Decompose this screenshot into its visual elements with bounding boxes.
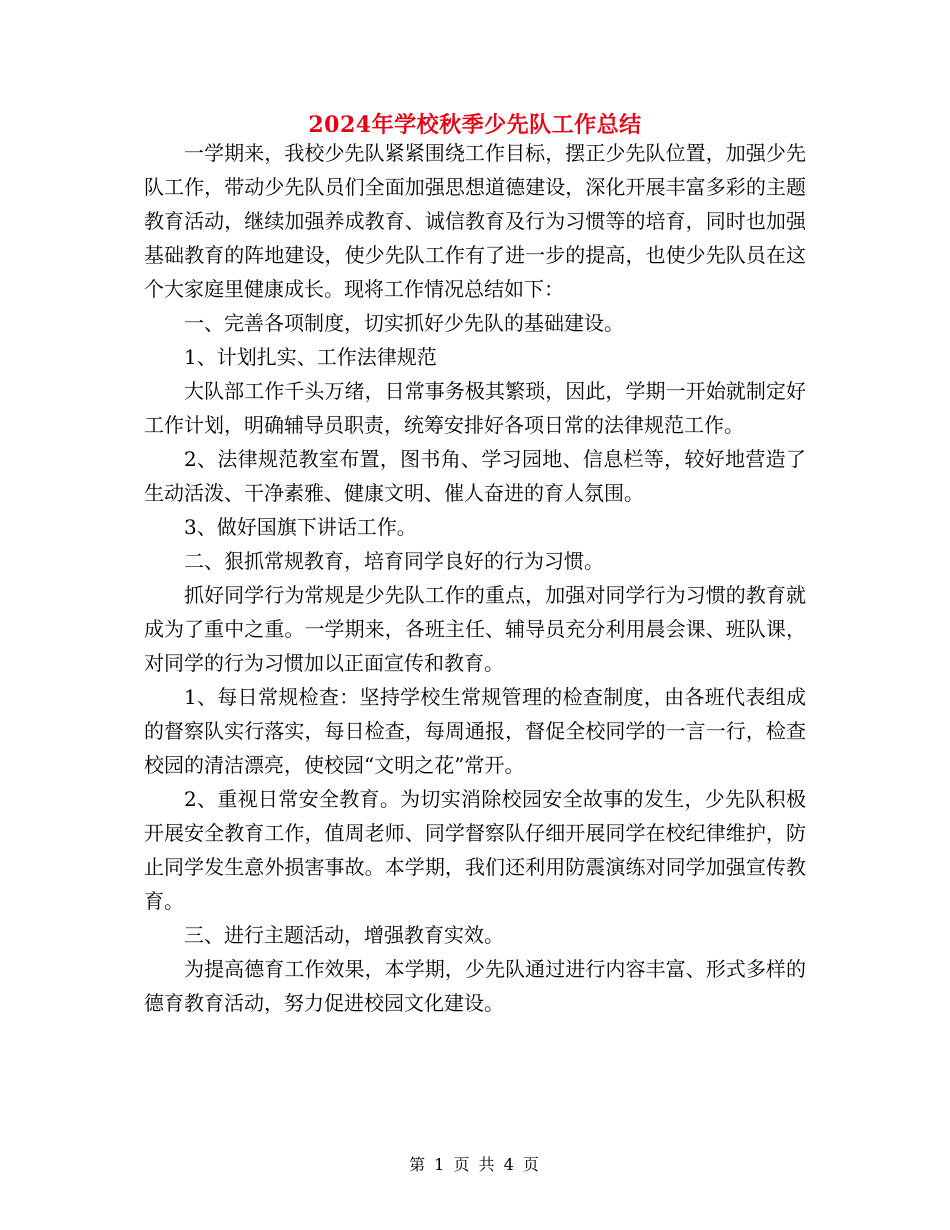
paragraph: 3、做好国旗下讲话工作。 — [184, 515, 417, 539]
section-heading: 一、完善各项制度，切实抓好少先队的基础建设。 — [184, 311, 624, 335]
paragraph: 2、重视日常安全教育。为切实消除校园安全故事的发生，少先队积极开展安全教育工作，值周老师、同学督察队仔细开展同学在校纪律维护，防止同学发生意外损害事故。本学期，我们还利用防震演练对同学加强宣传教育。 — [144, 787, 806, 913]
paragraph: 2、法律规范教室布置，图书角、学习园地、信息栏等，较好地营造了生动活泼、干净素雅、健康文明、催人奋进的育人氛围。 — [144, 447, 806, 505]
paragraph: 为提高德育工作效果，本学期，少先队通过进行内容丰富、形式多样的德育教育活动，努力促进校园文化建设。 — [144, 957, 806, 1015]
document-title: 2024年学校秋季少先队工作总结 — [308, 112, 642, 138]
paragraph: 1、每日常规检查：坚持学校生常规管理的检查制度，由各班代表组成的督察队实行落实，每日检查，每周通报，督促全校同学的一言一行，检查校园的清洁漂亮，使校园“文明之花”常开。 — [144, 685, 806, 777]
paragraph: 一学期来，我校少先队紧紧围绕工作目标，摆正少先队位置，加强少先队工作，带动少先队员们全面加强思想道德建设，深化开展丰富多彩的主题教育活动，继续加强养成教育、诚信教育及行为习惯等的培育，同时也加强基础教育的阵地建设，使少先队工作有了进一步的提高，也使少先队员在这个大家庭里健康成长。现将工作情况总结如下： — [144, 141, 806, 301]
subsection-heading: 1、计划扎实、工作法律规范 — [184, 345, 437, 369]
page-number-footer: 第 1 页 共 4 页 — [409, 1155, 541, 1174]
document-body — [144, 136, 806, 1020]
section-heading: 二、狠抓常规教育，培育同学良好的行为习惯。 — [184, 549, 604, 573]
paragraph: 大队部工作千头万绪，日常事务极其繁琐，因此，学期一开始就制定好工作计划，明确辅导员职责，统筹安排好各项日常的法律规范工作。 — [144, 379, 806, 437]
section-heading: 三、进行主题活动，增强教育实效。 — [184, 923, 504, 947]
paragraph: 抓好同学行为常规是少先队工作的重点，加强对同学行为习惯的教育就成为了重中之重。一学期来，各班主任、辅导员充分利用晨会课、班队课，对同学的行为习惯加以正面宣传和教育。 — [144, 583, 806, 675]
